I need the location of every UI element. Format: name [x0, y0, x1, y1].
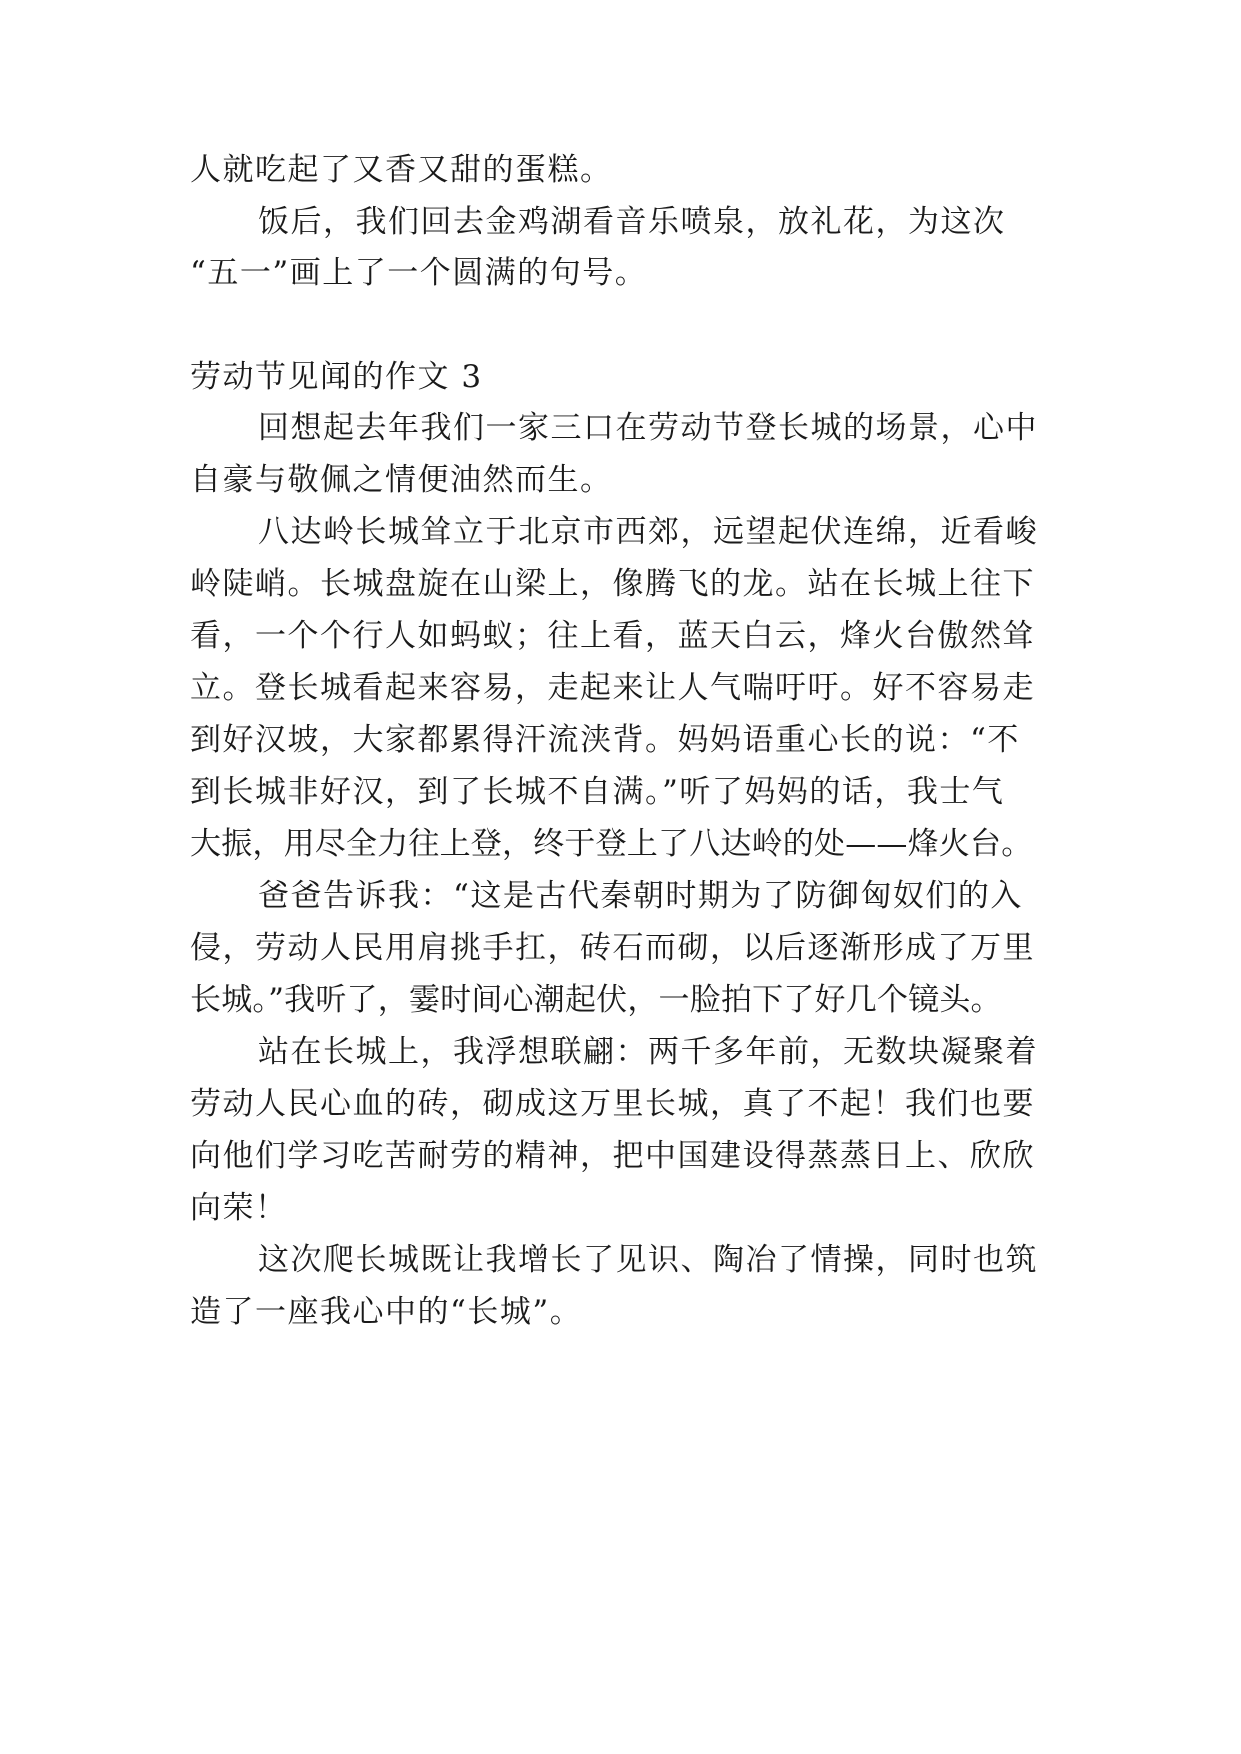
- text-line: 向荣！: [190, 1190, 288, 1226]
- text-line: 人就吃起了又香又甜的蛋糕。: [190, 152, 613, 188]
- text-line: 向他们学习吃苦耐劳的精神，把中国建设得蒸蒸日上、欣欣: [190, 1138, 1035, 1174]
- paragraph-start-line: 爸爸告诉我：“这是古代秦朝时期为了防御匈奴们的入: [258, 878, 1023, 914]
- paragraph-start-line: 回想起去年我们一家三口在劳动节登长城的场景，心中: [258, 410, 1038, 446]
- text-line: 大振，用尽全力往上登，终于登上了八达岭的处——烽火台。: [190, 826, 1033, 862]
- text-line: 立。登长城看起来容易，走起来让人气喘吁吁。好不容易走: [190, 670, 1035, 706]
- text-line: 自豪与敬佩之情便油然而生。: [190, 462, 613, 498]
- text-line: 长城。”我听了，霎时间心潮起伏，一脸拍下了好几个镜头。: [190, 982, 1002, 1018]
- text-line: 看，一个个行人如蚂蚁；往上看，蓝天白云，烽火台傲然耸: [190, 618, 1035, 654]
- text-line: 造了一座我心中的“长城”。: [190, 1294, 583, 1330]
- text-line: 劳动人民心血的砖，砌成这万里长城，真了不起！我们也要: [190, 1086, 1035, 1122]
- paragraph-start-line: 这次爬长城既让我增长了见识、陶冶了情操，同时也筑: [258, 1242, 1038, 1278]
- text-line: “五一”画上了一个圆满的句号。: [190, 255, 648, 291]
- text-line: 侵，劳动人民用肩挑手扛，砖石而砌，以后逐渐形成了万里: [190, 930, 1035, 966]
- text-line: 岭陡峭。长城盘旋在山梁上，像腾飞的龙。站在长城上往下: [190, 566, 1035, 602]
- paragraph-start-line: 八达岭长城耸立于北京市西郊，远望起伏连绵，近看峻: [258, 514, 1038, 550]
- text-line: 到长城非好汉，到了长城不自满。”听了妈妈的话，我士气: [190, 774, 1005, 810]
- section-heading: 劳动节见闻的作文 3: [190, 359, 483, 395]
- text-line: 到好汉坡，大家都累得汗流浃背。妈妈语重心长的说：“不: [190, 722, 1020, 758]
- paragraph-start-line: 站在长城上，我浮想联翩：两千多年前，无数块凝聚着: [258, 1034, 1038, 1070]
- paragraph-start-line: 饭后，我们回去金鸡湖看音乐喷泉，放礼花，为这次: [258, 204, 1006, 240]
